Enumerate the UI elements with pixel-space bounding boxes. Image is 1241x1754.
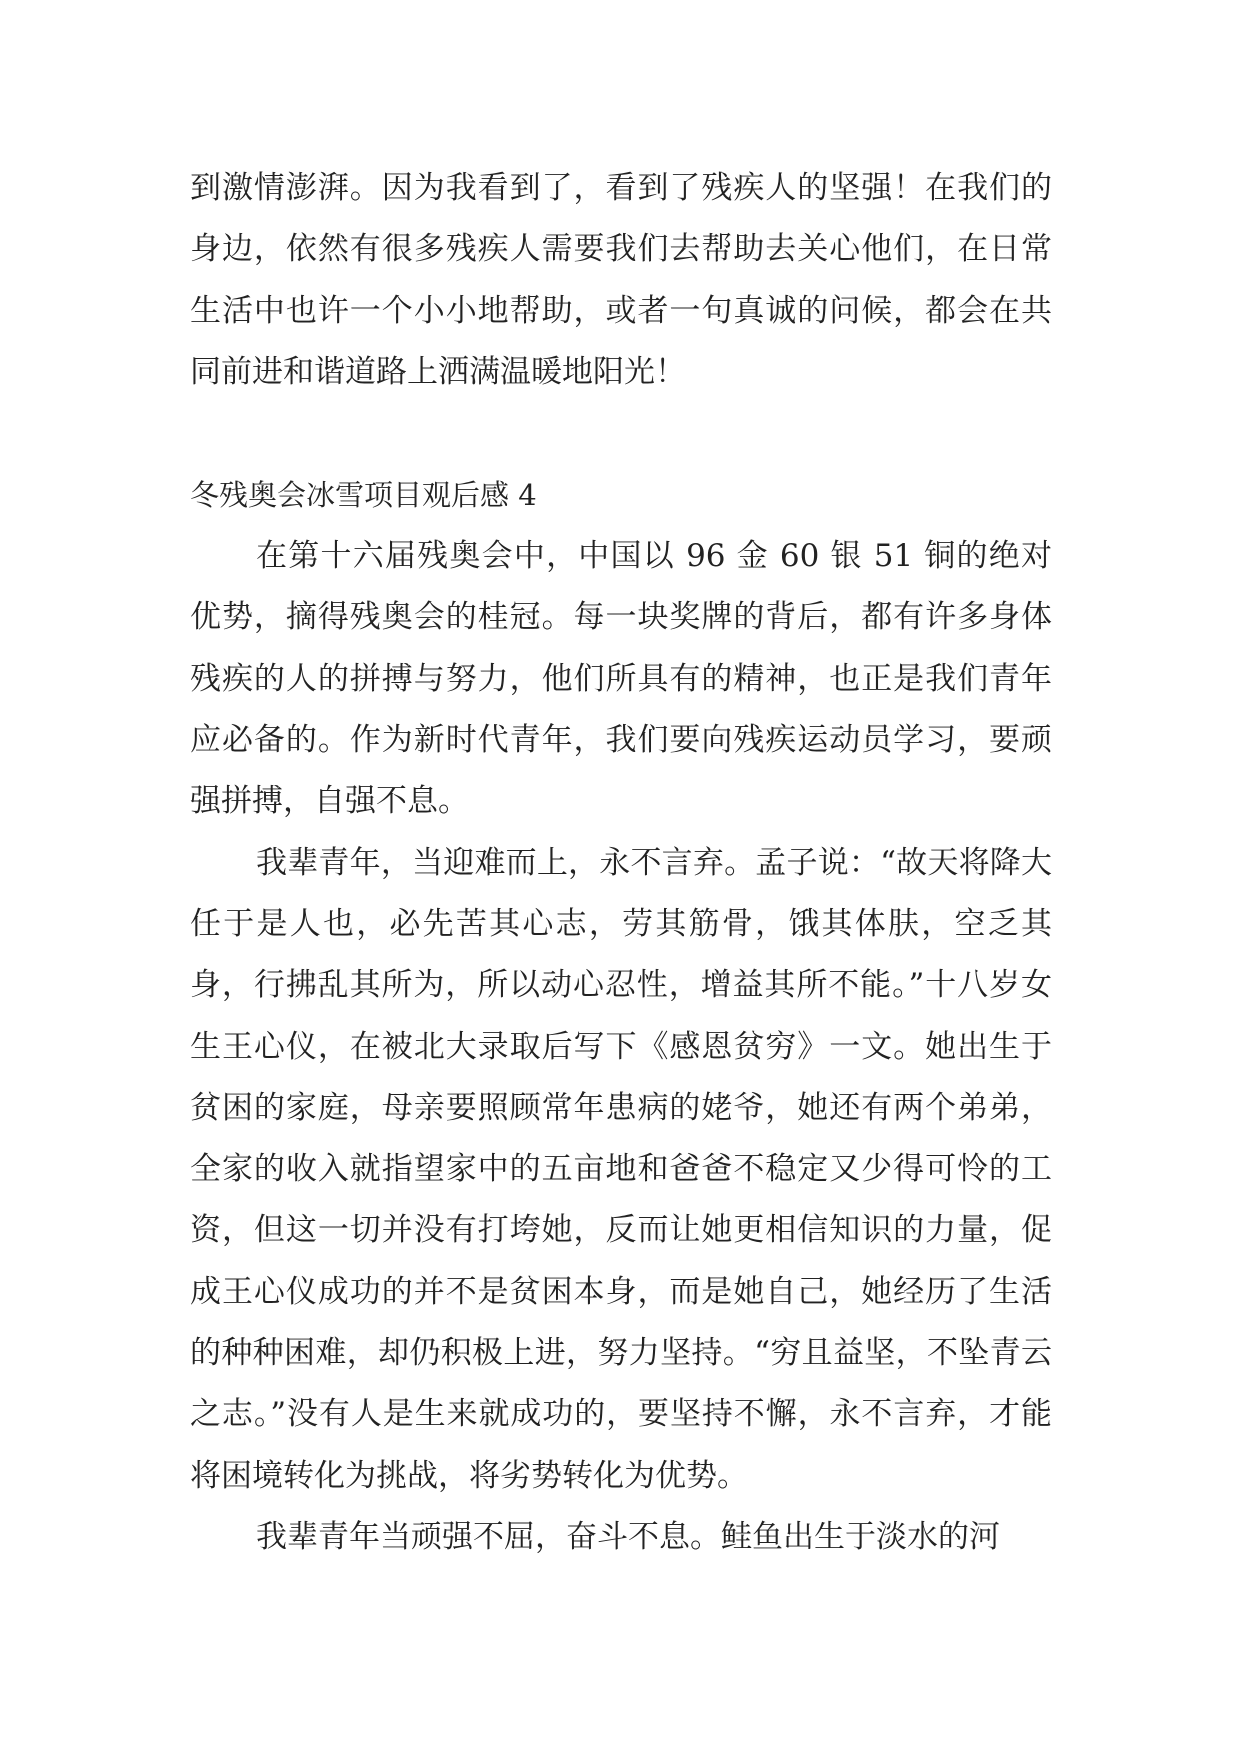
paragraph-gap [190, 403, 1052, 464]
document-body [190, 158, 1052, 1568]
continued-paragraph: 到激情澎湃。因为我看到了，看到了残疾人的坚强！在我们的身边，依然有很多残疾人需要我们去帮助去关心他们，在日常生活中也许一个小小地帮助，或者一句真诚的问候，都会在共同前进和谐道路上洒满温暖地阳光！ [190, 170, 1052, 390]
paragraph-struggle: 我辈青年当顽强不屈，奋斗不息。鲑鱼出生于淡水的河 [256, 1518, 1000, 1555]
paragraph-perseverance: 我辈青年，当迎难而上，永不言弃。孟子说：“故天将降大任于是人也，必先苦其心志，劳其筋骨，饿其体肤，空乏其身，行拂乱其所为，所以动心忍性，增益其所不能。”十八岁女生王心仪，在被北大录取后写下《感恩贫穷》一文。她出生于贫困的家庭，母亲要照顾常年患病的姥爷，她还有两个弟弟，全家的收入就指望家中的五亩地和爸爸不稳定又少得可怜的工资，但这一切并没有打垮她，反而让她更相信知识的力量，促成王心仪成功的并不是贫困本身，而是她自己，她经历了生活的种种困难，却仍积极上进，努力坚持。“穷且益坚，不坠青云之志。”没有人是生来就成功的，要坚持不懈，永不言弃，才能将困境转化为挑战，将劣势转化为优势。 [190, 844, 1052, 1494]
paragraph-medals: 在第十六届残奥会中，中国以 96 金 60 银 51 铜的绝对优势，摘得残奥会的桂冠。每一块奖牌的背后，都有许多身体残疾的人的拼搏与努力，他们所具有的精神，也正是我们青年应必备的。作为新时代青年，我们要向残疾运动员学习，要顽强拼搏，自强不息。 [190, 538, 1052, 820]
section-title: 冬残奥会冰雪项目观后感 4 [190, 478, 537, 513]
